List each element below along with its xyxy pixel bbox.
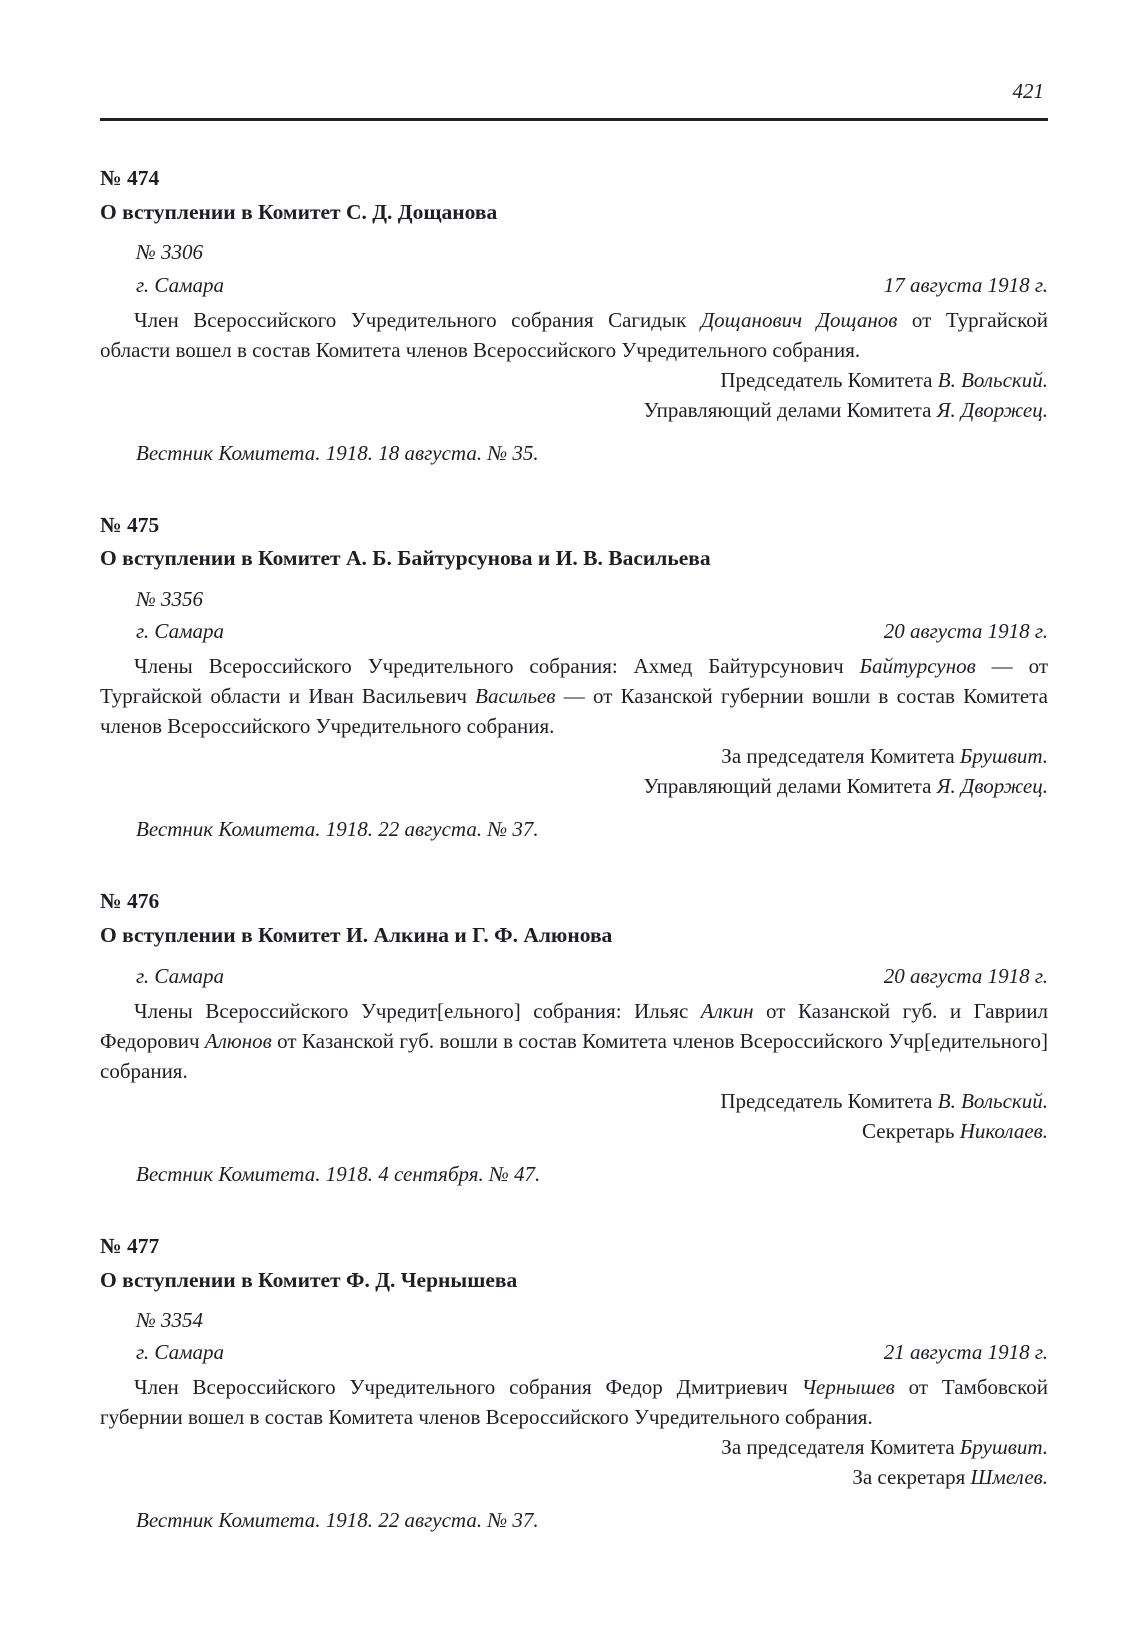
place: г. Самара [136, 963, 224, 988]
document-number-heading: № 474 [100, 166, 160, 191]
signature-line [100, 1462, 1048, 1492]
place-date-line [100, 616, 1048, 646]
signature-name: Я. Дворжец. [936, 397, 1048, 422]
place-date-line [100, 270, 1048, 300]
signature-title: Секретарь [862, 1118, 960, 1143]
document-body [100, 1372, 1048, 1432]
document-body [100, 996, 1048, 1086]
body-text: Члены Всероссийского Учредит[ельного] собрания: Ильяс [134, 998, 701, 1023]
signature-title: Председатель Комитета [720, 367, 938, 392]
document-title: О вступлении в Комитет А. Б. Байтурсунова и И. В. Васильева [100, 546, 711, 571]
signature-title: За секретаря [852, 1465, 971, 1490]
signature-line [100, 365, 1048, 395]
person-name: Чернышев [801, 1375, 895, 1400]
body-text: — от Тургайской области и Иван Васильевич [100, 654, 1048, 709]
signature-name: Шмелев. [970, 1465, 1048, 1490]
signature-name: В. Вольский. [937, 367, 1048, 392]
page-header [100, 76, 1048, 121]
body-text: от Казанской губ. вошли в состав Комитета членов Всероссийского Учр[едительного] собрания. [100, 1028, 1048, 1083]
signature-line [100, 771, 1048, 801]
person-name: Дощанович Дощанов [700, 307, 898, 332]
signature-line [100, 1432, 1048, 1462]
body-text: Член Всероссийского Учредительного собрания Федор Дмитриевич [134, 1375, 802, 1400]
document-number-heading: № 477 [100, 1233, 160, 1258]
body-text: Члены Всероссийского Учредительного собрания: Ахмед Байтурсунович [134, 654, 860, 679]
signature-line [100, 1086, 1048, 1116]
body-text: Член Всероссийского Учредительного собрания Сагидык [134, 307, 701, 332]
archival-number: № 3356 [136, 587, 204, 612]
date: 17 августа 1918 г. [883, 272, 1048, 297]
source-citation: Вестник Комитета. 1918. 18 августа. № 35. [136, 440, 539, 465]
signature-title: Управляющий делами Комитета [643, 397, 937, 422]
signature-name: Я. Дворжец. [936, 774, 1048, 799]
signature-line [100, 1116, 1048, 1146]
place: г. Самара [136, 272, 224, 297]
signature-line [100, 741, 1048, 771]
archival-number: № 3354 [136, 1308, 204, 1333]
document-body [100, 305, 1048, 365]
signature-name: Брушвит. [959, 744, 1048, 769]
signature-title: Управляющий делами Комитета [643, 774, 937, 799]
signature-name: Брушвит. [959, 1435, 1048, 1460]
source-citation: Вестник Комитета. 1918. 22 августа. № 37. [136, 1508, 539, 1533]
person-name: Алкин [700, 998, 754, 1023]
signature-name: В. Вольский. [937, 1088, 1048, 1113]
body-text: — от Казанской губернии вошли в состав Комитета членов Всероссийского Учредительного собрания. [100, 684, 1048, 739]
document-title: О вступлении в Комитет И. Алкина и Г. Ф. Алюнова [100, 922, 613, 947]
place: г. Самара [136, 619, 224, 644]
source-citation: Вестник Комитета. 1918. 4 сентября. № 47. [136, 1161, 541, 1186]
place: г. Самара [136, 1340, 224, 1365]
body-text: от Тамбовской губернии вошел в состав Комитета членов Всероссийского Учредительного собрания. [100, 1375, 1048, 1430]
date: 21 августа 1918 г. [883, 1340, 1048, 1365]
document-entry-474 [100, 163, 1048, 468]
document-entry-477 [100, 1231, 1048, 1536]
date: 20 августа 1918 г. [883, 963, 1048, 988]
signature-title: Председатель Комитета [720, 1088, 938, 1113]
signature-name: Николаев. [959, 1118, 1048, 1143]
document-title: О вступлении в Комитет Ф. Д. Чернышева [100, 1267, 518, 1292]
person-name: Васильев [475, 684, 556, 709]
signature-line [100, 395, 1048, 425]
document-number-heading: № 476 [100, 889, 160, 914]
document-entry-475 [100, 510, 1048, 845]
document-body [100, 651, 1048, 741]
person-name: Алюнов [204, 1028, 272, 1053]
place-date-line [100, 1337, 1048, 1367]
person-name: Байтурсунов [859, 654, 976, 679]
place-date-line [100, 961, 1048, 991]
signature-title: За председателя Комитета [721, 744, 960, 769]
body-text: от Казанской губ. и Гавриил Федорович [100, 998, 1048, 1053]
signature-title: За председателя Комитета [721, 1435, 960, 1460]
date: 20 августа 1918 г. [883, 619, 1048, 644]
document-number-heading: № 475 [100, 512, 160, 537]
document-title: О вступлении в Комитет С. Д. Дощанова [100, 199, 498, 224]
source-citation: Вестник Комитета. 1918. 22 августа. № 37. [136, 817, 539, 842]
document-entry-476 [100, 886, 1048, 1189]
page-number: 421 [1012, 79, 1044, 103]
body-text: от Тургайской области вошел в состав Комитета членов Всероссийского Учредительного собрания. [100, 307, 1048, 362]
archival-number: № 3306 [136, 240, 204, 265]
